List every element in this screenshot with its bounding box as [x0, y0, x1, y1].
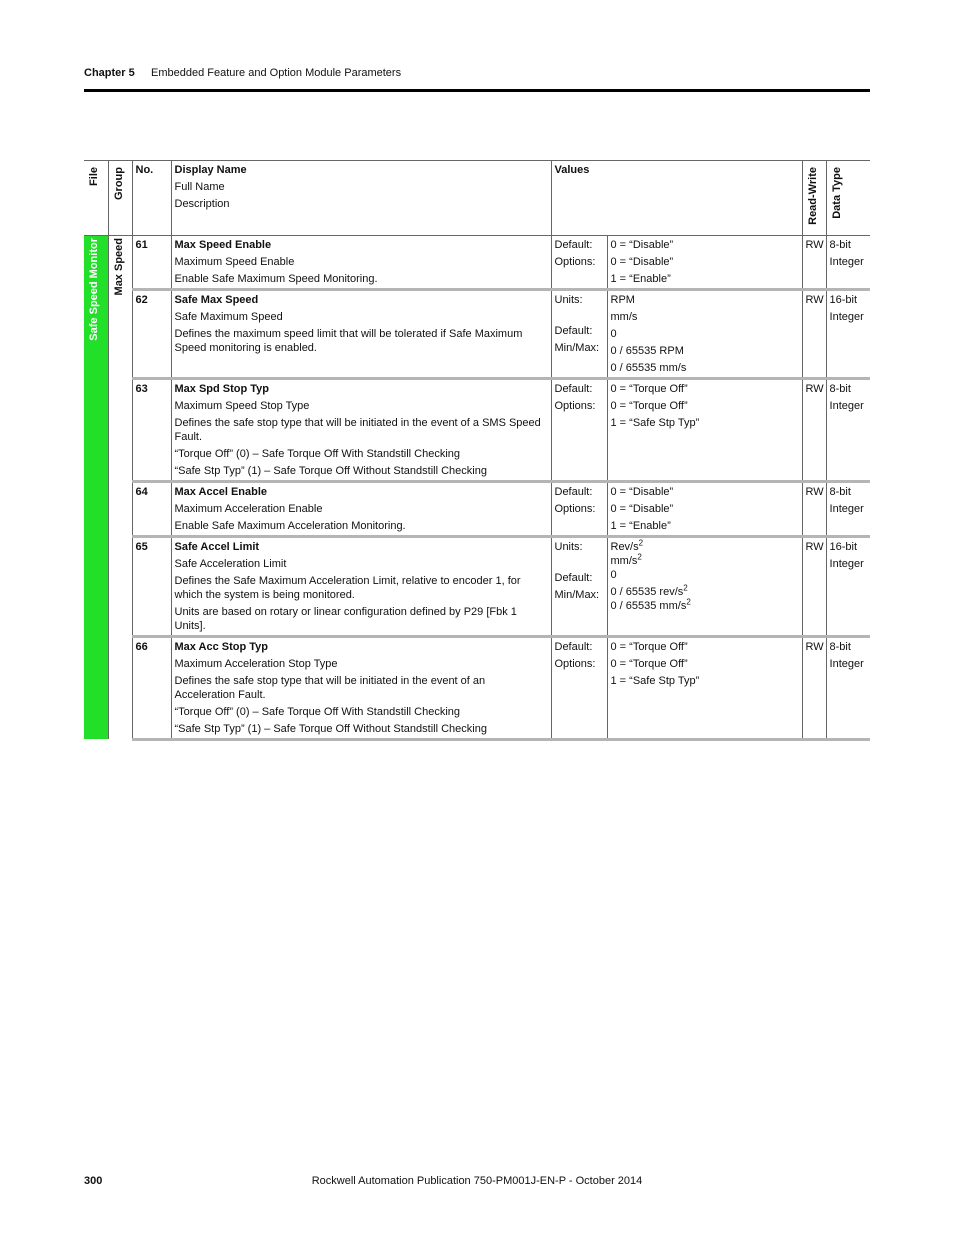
param-description: Enable Safe Maximum Speed Monitoring. — [174, 272, 378, 285]
value-line: 1 = “Safe Stp Typ” — [610, 416, 700, 429]
param-description: “Torque Off” (0) – Safe Torque Off With Standstill Checking — [174, 705, 461, 718]
param-number: 65 — [132, 536, 171, 636]
read-write-value: RW — [802, 289, 826, 378]
superscript: 2 — [637, 552, 642, 562]
param-description: Defines the maximum speed limit that will be tolerated if Safe Maximum Speed monitoring is enabled. — [174, 327, 523, 354]
param-name-cell — [171, 378, 551, 481]
header-full-name: Full Name — [174, 181, 225, 193]
value-labels-cell — [551, 378, 607, 481]
param-number: 62 — [132, 289, 171, 378]
value-label: Options: — [554, 502, 596, 515]
values-cell — [607, 289, 802, 378]
value-line: 0 = “Disable” — [610, 502, 674, 515]
group-cell — [108, 235, 132, 739]
value-line: 0 = “Disable” — [610, 255, 674, 268]
param-number: 63 — [132, 378, 171, 481]
value-label: Default: — [554, 238, 593, 251]
param-full-name: Maximum Acceleration Stop Type — [174, 657, 338, 670]
value-labels-cell — [551, 481, 607, 536]
label-spacer — [555, 310, 604, 324]
value-line: 1 = “Enable” — [610, 519, 671, 532]
value-line: mm/s — [610, 554, 638, 567]
param-full-name: Maximum Speed Enable — [174, 255, 295, 268]
value-line: 0 / 65535 RPM — [610, 344, 684, 357]
param-full-name: Maximum Speed Stop Type — [174, 399, 310, 412]
param-name-cell — [171, 235, 551, 289]
file-cell — [84, 235, 108, 739]
page-header — [84, 67, 402, 79]
param-name-cell — [171, 481, 551, 536]
table-row — [84, 289, 870, 378]
table-row — [84, 636, 870, 739]
param-description: Defines the Safe Maximum Acceleration Limit, relative to encoder 1, for which the system is being monitored. — [174, 574, 521, 601]
superscript: 2 — [638, 538, 644, 548]
param-number: 61 — [132, 235, 171, 289]
data-type-line: Integer — [829, 399, 864, 412]
table-row — [84, 536, 870, 636]
value-line: 0 / 65535 mm/s — [610, 599, 687, 612]
values-cell — [607, 536, 802, 636]
param-full-name: Safe Acceleration Limit — [174, 557, 287, 570]
values-cell — [607, 378, 802, 481]
value-line: 0 — [610, 568, 617, 581]
param-description: Units are based on rotary or linear configuration defined by P29 [Fbk 1 Units]. — [174, 605, 517, 632]
value-label: Units: — [554, 293, 583, 306]
data-type-line: 16-bit — [829, 293, 858, 306]
value-labels-cell — [551, 289, 607, 378]
column-header-file: File — [84, 161, 108, 236]
param-full-name: Maximum Acceleration Enable — [174, 502, 323, 515]
data-type-line: 8-bit — [829, 238, 851, 251]
value-line: 1 = “Safe Stp Typ” — [610, 674, 700, 687]
value-line: Rev/s — [610, 540, 639, 553]
column-header-read-write: Read-Write — [802, 161, 826, 236]
value-label: Options: — [554, 657, 596, 670]
value-line: 0 / 65535 mm/s — [610, 361, 687, 374]
read-write-value: RW — [802, 481, 826, 536]
data-type-cell — [826, 481, 870, 536]
param-number: 64 — [132, 481, 171, 536]
table-row — [84, 481, 870, 536]
group-label: Max Speed — [112, 237, 125, 296]
value-label: Min/Max: — [554, 588, 600, 601]
param-full-name: Safe Maximum Speed — [174, 310, 283, 323]
param-description: “Safe Stp Typ” (1) – Safe Torque Off Without Standstill Checking — [174, 464, 487, 477]
param-description: “Safe Stp Typ” (1) – Safe Torque Off Without Standstill Checking — [174, 722, 487, 735]
value-label: Default: — [554, 382, 593, 395]
value-labels-cell — [551, 636, 607, 739]
param-display-name: Max Accel Enable — [174, 485, 268, 498]
param-description: Defines the safe stop type that will be initiated in the event of an Acceleration Fault. — [174, 674, 486, 701]
data-type-line: 8-bit — [829, 640, 851, 653]
table-row — [84, 235, 870, 289]
values-cell — [607, 235, 802, 289]
value-line: 0 = “Disable” — [610, 238, 674, 251]
value-line: 0 / 65535 rev/s — [610, 585, 684, 598]
data-type-line: 16-bit — [829, 540, 858, 553]
param-name-cell — [171, 636, 551, 739]
chapter-title: Embedded Feature and Option Module Parameters — [151, 67, 402, 79]
param-display-name: Max Spd Stop Typ — [174, 382, 270, 395]
value-labels-cell — [551, 235, 607, 289]
column-header-name — [171, 161, 551, 236]
column-header-group: Group — [108, 161, 132, 236]
data-type-cell — [826, 536, 870, 636]
header-display-name: Display Name — [174, 164, 247, 176]
values-cell — [607, 481, 802, 536]
data-type-cell — [826, 378, 870, 481]
column-header-no: No. — [132, 161, 171, 236]
superscript: 2 — [686, 597, 691, 607]
header-rule — [84, 89, 870, 92]
value-line: 0 = “Torque Off” — [610, 399, 688, 412]
data-type-line: 8-bit — [829, 382, 851, 395]
param-display-name: Max Acc Stop Typ — [174, 640, 269, 653]
table-row — [84, 378, 870, 481]
read-write-value: RW — [802, 636, 826, 739]
value-label: Min/Max: — [554, 341, 600, 354]
data-type-line: Integer — [829, 557, 864, 570]
header-description: Description — [174, 198, 230, 210]
param-name-cell — [171, 536, 551, 636]
value-line: 0 = “Torque Off” — [610, 382, 688, 395]
column-header-data-type: Data Type — [826, 161, 870, 236]
file-label: Safe Speed Monitor — [88, 237, 100, 341]
table-header-row — [84, 161, 870, 236]
value-line: 0 — [610, 327, 617, 340]
param-name-cell — [171, 289, 551, 378]
value-line: RPM — [610, 293, 635, 306]
data-type-cell — [826, 289, 870, 378]
param-description: Enable Safe Maximum Acceleration Monitoring. — [174, 519, 406, 532]
data-type-cell — [826, 235, 870, 289]
param-description: Defines the safe stop type that will be initiated in the event of a SMS Speed Fault. — [174, 416, 541, 443]
value-label: Default: — [554, 485, 593, 498]
value-labels-cell — [551, 536, 607, 636]
column-header-values: Values — [551, 161, 802, 236]
superscript: 2 — [683, 583, 688, 593]
value-line: 0 = “Torque Off” — [610, 640, 688, 653]
read-write-value: RW — [802, 235, 826, 289]
parameter-table — [84, 160, 870, 741]
read-write-value: RW — [802, 536, 826, 636]
param-display-name: Max Speed Enable — [174, 238, 272, 251]
data-type-line: Integer — [829, 255, 864, 268]
value-label: Default: — [554, 640, 593, 653]
data-type-line: Integer — [829, 310, 864, 323]
value-label: Units: — [554, 540, 583, 553]
param-number: 66 — [132, 636, 171, 739]
value-line: 0 = “Torque Off” — [610, 657, 688, 670]
param-display-name: Safe Accel Limit — [174, 540, 260, 553]
label-spacer — [555, 557, 604, 571]
param-description: “Torque Off” (0) – Safe Torque Off With Standstill Checking — [174, 447, 461, 460]
data-type-line: Integer — [829, 502, 864, 515]
value-label: Options: — [554, 399, 596, 412]
read-write-value: RW — [802, 378, 826, 481]
data-type-cell — [826, 636, 870, 739]
param-display-name: Safe Max Speed — [174, 293, 259, 306]
value-line: 0 = “Disable” — [610, 485, 674, 498]
page-number: 300 — [84, 1175, 103, 1187]
data-type-line: Integer — [829, 657, 864, 670]
value-label: Default: — [554, 571, 593, 584]
value-label: Options: — [554, 255, 596, 268]
values-cell — [607, 636, 802, 739]
value-line: 1 = “Enable” — [610, 272, 671, 285]
data-type-line: 8-bit — [829, 485, 851, 498]
value-label: Default: — [554, 324, 593, 337]
value-line: mm/s — [610, 310, 638, 323]
publication-footer: Rockwell Automation Publication 750-PM001J-EN-P - October 2014 — [311, 1175, 643, 1187]
chapter-label: Chapter 5 — [84, 67, 135, 79]
